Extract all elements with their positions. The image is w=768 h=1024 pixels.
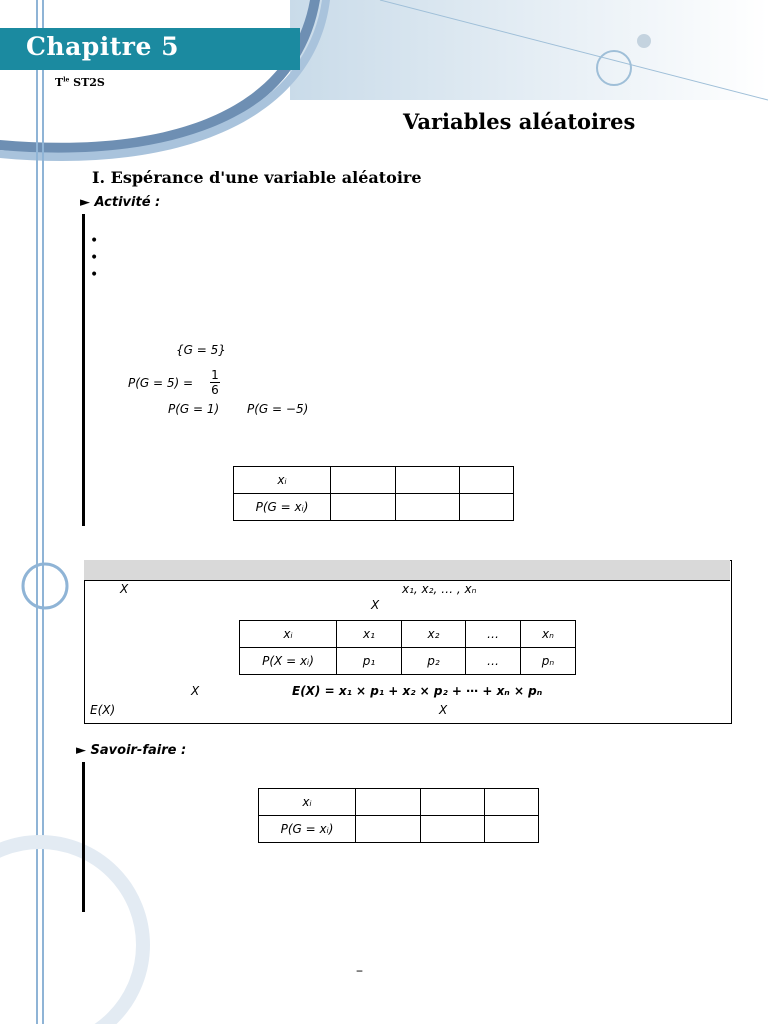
table-cell (331, 467, 396, 494)
table-cell: xₙ (521, 621, 576, 648)
distribution-table (239, 620, 576, 675)
definition-header (84, 560, 730, 581)
table-cell: … (466, 648, 521, 675)
section-title: I. Espérance d'une variable aléatoire (92, 168, 422, 187)
table-cell (460, 494, 514, 521)
table-header-cell: xᵢ (234, 467, 331, 494)
table-cell (485, 816, 539, 843)
activity-label: ► Activité : (80, 195, 161, 210)
activity-bar (82, 214, 85, 526)
table-cell (421, 789, 485, 816)
table-cell: … (466, 621, 521, 648)
table-cell (356, 816, 421, 843)
table-cell (356, 789, 421, 816)
savoir-faire-bar (82, 762, 85, 912)
prob-formula: P(G = 5) = (128, 376, 194, 390)
table-cell: x₁ (337, 621, 402, 648)
definition-var-x-3: X (191, 684, 200, 698)
activity-table (233, 466, 514, 521)
table-header-cell: P(X = xᵢ) (240, 648, 337, 675)
definition-var-x-4: X (439, 703, 448, 717)
table-cell (421, 816, 485, 843)
table-cell (396, 494, 460, 521)
definition-values: x₁, x₂, … , xₙ (402, 582, 477, 596)
table-header-cell: xᵢ (240, 621, 337, 648)
prob-gm5-formula: P(G = −5) (247, 402, 309, 416)
chapter-title: Chapitre 5 (26, 32, 179, 61)
class-label: $T^{le}$ ST2S (55, 76, 105, 89)
bottom-arc-decoration (0, 820, 160, 1024)
table-header-cell: P(G = xᵢ) (259, 816, 356, 843)
table-cell (485, 789, 539, 816)
prob-g1-formula: P(G = 1) (168, 402, 220, 416)
table-cell: p₁ (337, 648, 402, 675)
prob-fraction: 1 6 (211, 368, 219, 397)
table-cell: pₙ (521, 648, 576, 675)
table-header-cell: P(G = xᵢ) (234, 494, 331, 521)
table-cell: x₂ (402, 621, 466, 648)
page-title: Variables aléatoires (403, 109, 636, 134)
event-formula: {G = 5} (176, 343, 226, 357)
bullet-1: • (90, 233, 99, 249)
page-mark: – (356, 963, 363, 979)
savoir-faire-label: ► Savoir-faire : (76, 743, 187, 758)
bullet-3: • (90, 267, 99, 283)
expectation-label: E(X) (90, 703, 116, 717)
table-cell: p₂ (402, 648, 466, 675)
header-decoration (0, 0, 768, 170)
table-cell (460, 467, 514, 494)
bullet-2: • (90, 250, 99, 266)
definition-var-x: X (120, 582, 129, 596)
table-cell (396, 467, 460, 494)
definition-var-x-2: X (371, 598, 380, 612)
table-header-cell: xᵢ (259, 789, 356, 816)
expectation-formula: E(X) = x₁ × p₁ + x₂ × p₂ + ⋯ + xₙ × pₙ (292, 684, 543, 698)
table-cell (331, 494, 396, 521)
savoir-faire-table (258, 788, 539, 843)
